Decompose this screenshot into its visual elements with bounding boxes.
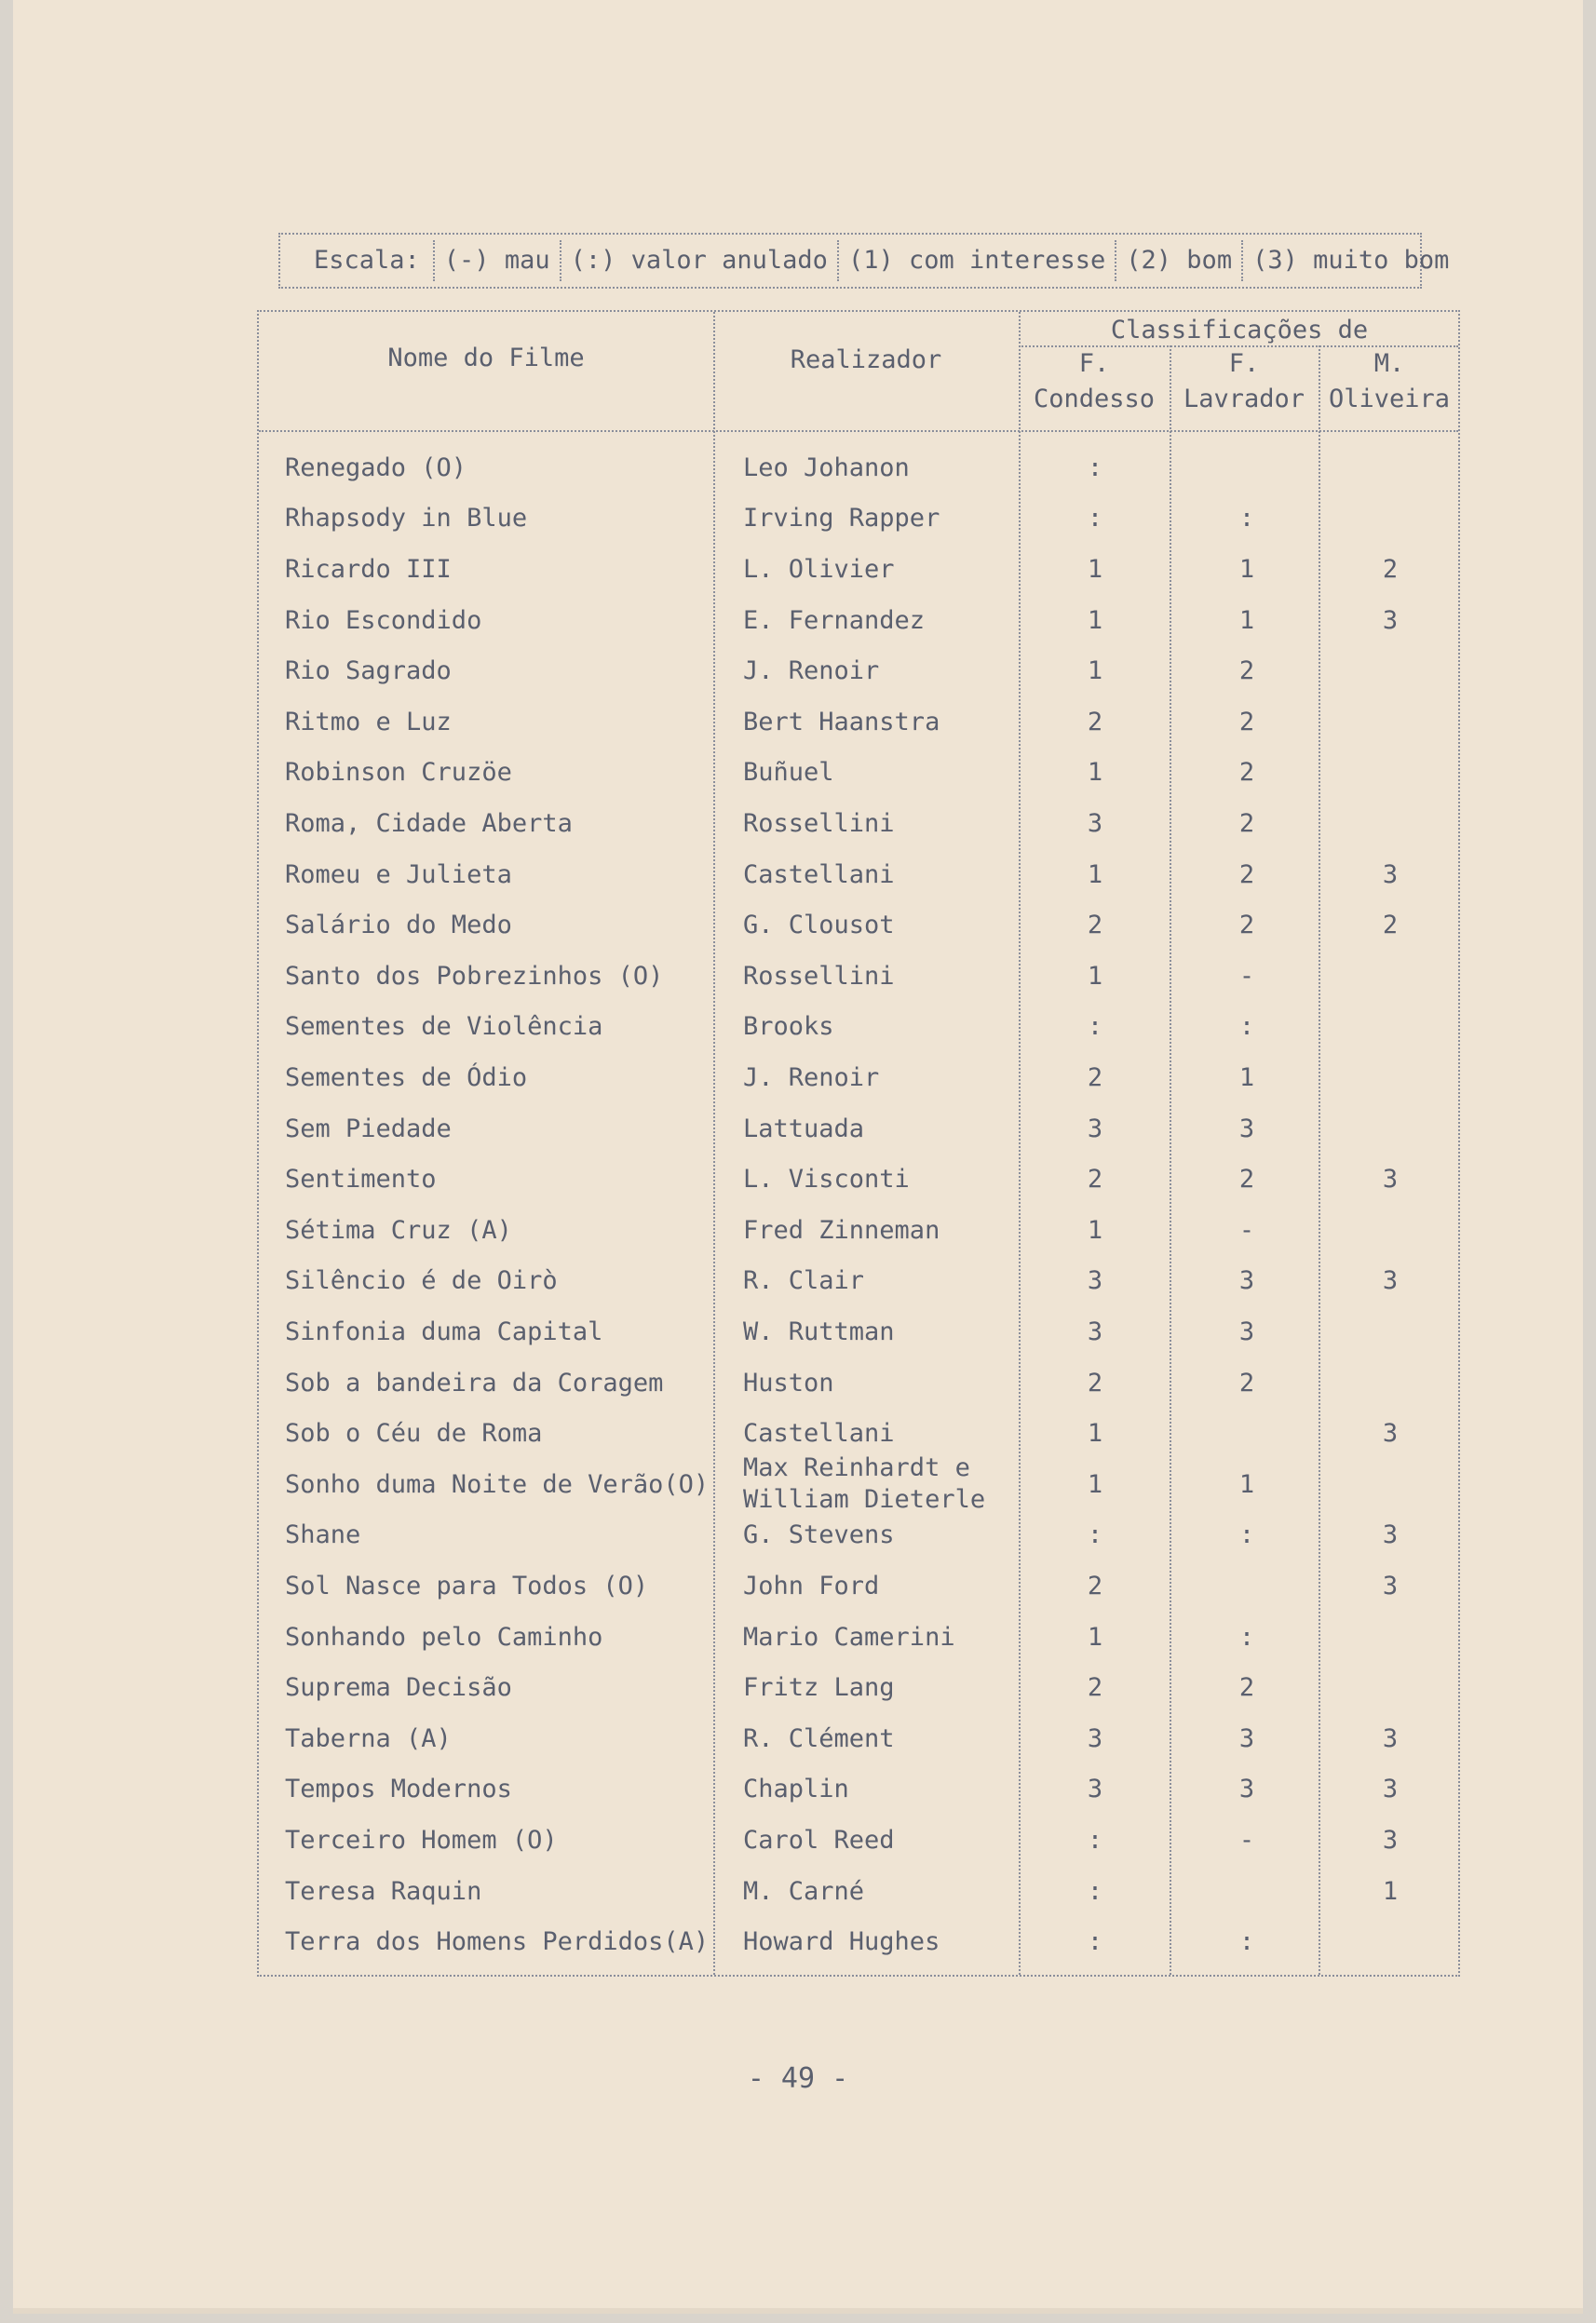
rating-lavrador: : xyxy=(1238,504,1255,533)
director-name: L. Visconti xyxy=(743,1165,910,1195)
rating-oliveira xyxy=(1320,951,1460,1002)
table-row xyxy=(259,849,1458,900)
header-rater-name: Condesso xyxy=(1033,385,1156,413)
director-name: Buñuel xyxy=(743,758,834,788)
director-name: Rossellini xyxy=(743,808,895,838)
director-name: Rossellini xyxy=(743,961,895,991)
table-row xyxy=(259,1764,1458,1816)
rating-lavrador: 2 xyxy=(1238,808,1255,838)
rating-oliveira xyxy=(1320,798,1460,849)
film-title: Taberna (A) xyxy=(285,1723,452,1753)
header-rater-initial: F. xyxy=(1078,349,1110,378)
rating-condesso: 2 xyxy=(1087,1368,1103,1398)
director-name: E. Fernandez xyxy=(743,605,926,635)
rating-oliveira: 3 xyxy=(1382,1520,1399,1550)
film-title: Terra dos Homens Perdidos(A) xyxy=(285,1927,710,1957)
rating-oliveira: 2 xyxy=(1382,911,1399,940)
table-row xyxy=(259,442,1458,493)
rating-oliveira: 2 xyxy=(1382,554,1399,584)
director-name: Lattuada xyxy=(743,1114,865,1143)
legend-item: (:) valor anulado xyxy=(561,240,839,281)
film-title: Sob o Céu de Roma xyxy=(285,1419,543,1449)
film-title: Renegado (O) xyxy=(285,452,467,482)
header-rater-initial: F. xyxy=(1228,349,1260,378)
document-page xyxy=(13,0,1583,2314)
film-title: Sentimento xyxy=(285,1165,437,1195)
rating-lavrador: 2 xyxy=(1238,1368,1255,1398)
table-row xyxy=(259,1357,1458,1409)
rating-lavrador: : xyxy=(1238,1927,1255,1957)
rating-oliveira: 3 xyxy=(1382,1723,1399,1753)
director-name: Brooks xyxy=(743,1012,834,1042)
rating-condesso: 1 xyxy=(1087,1215,1103,1245)
film-title: Sem Piedade xyxy=(285,1114,452,1143)
header-classifications: Classificações de xyxy=(1110,316,1369,344)
director-name: R. Clair xyxy=(743,1266,865,1296)
rating-lavrador xyxy=(1175,1560,1319,1612)
rating-condesso: 3 xyxy=(1087,808,1103,838)
rating-oliveira: 3 xyxy=(1382,1775,1399,1804)
director-name: Howard Hughes xyxy=(743,1927,940,1957)
rating-condesso: 3 xyxy=(1087,1775,1103,1804)
rating-condesso: 1 xyxy=(1087,656,1103,686)
film-title: Suprema Decisão xyxy=(285,1673,512,1703)
rating-oliveira xyxy=(1320,645,1460,696)
rating-condesso: 3 xyxy=(1087,1317,1103,1346)
rating-condesso: : xyxy=(1087,1927,1103,1957)
rating-lavrador: 2 xyxy=(1238,859,1255,889)
rating-condesso: 1 xyxy=(1087,859,1103,889)
table-row xyxy=(259,1256,1458,1307)
rating-lavrador xyxy=(1175,442,1319,493)
rating-condesso: : xyxy=(1087,1012,1103,1042)
rating-lavrador: : xyxy=(1238,1012,1255,1042)
rating-lavrador: 1 xyxy=(1238,1062,1255,1092)
rating-oliveira: 3 xyxy=(1382,859,1399,889)
rating-oliveira: 1 xyxy=(1382,1876,1399,1906)
rating-oliveira xyxy=(1320,442,1460,493)
rating-condesso: 1 xyxy=(1087,1469,1103,1499)
director-name: G. Clousot xyxy=(743,911,895,940)
rating-condesso: : xyxy=(1087,504,1103,533)
film-title: Roma, Cidade Aberta xyxy=(285,808,573,838)
rating-oliveira xyxy=(1320,696,1460,748)
film-title: Rio Sagrado xyxy=(285,656,452,686)
rating-lavrador: 2 xyxy=(1238,1673,1255,1703)
director-name: John Ford xyxy=(743,1571,880,1600)
rating-condesso: 1 xyxy=(1087,961,1103,991)
rating-lavrador: 3 xyxy=(1238,1266,1255,1296)
film-title: Santo dos Pobrezinhos (O) xyxy=(285,961,664,991)
table-row xyxy=(259,899,1458,951)
rating-oliveira xyxy=(1320,1916,1460,1967)
table-row xyxy=(259,696,1458,748)
rating-lavrador: 3 xyxy=(1238,1317,1255,1346)
director-name: Huston xyxy=(743,1368,834,1398)
table-row xyxy=(259,1916,1458,1967)
header-director: Realizador xyxy=(790,345,942,374)
rating-lavrador: 1 xyxy=(1238,554,1255,584)
director-name: W. Ruttman xyxy=(743,1317,895,1346)
table-row xyxy=(259,1052,1458,1103)
film-title: Shane xyxy=(285,1520,361,1550)
rating-lavrador: 3 xyxy=(1238,1775,1255,1804)
table-row xyxy=(259,595,1458,646)
director-name: M. Carné xyxy=(743,1876,865,1906)
film-title: Sétima Cruz (A) xyxy=(285,1215,512,1245)
rating-lavrador: 2 xyxy=(1238,656,1255,686)
rating-oliveira: 3 xyxy=(1382,605,1399,635)
director-name: Carol Reed xyxy=(743,1825,895,1855)
rating-oliveira xyxy=(1320,1662,1460,1713)
film-title: Ritmo e Luz xyxy=(285,707,452,736)
film-title: Sob a bandeira da Coragem xyxy=(285,1368,664,1398)
table-row xyxy=(259,1713,1458,1764)
group-header-divider xyxy=(1019,345,1458,347)
rating-condesso: 2 xyxy=(1087,1062,1103,1092)
director-name: Chaplin xyxy=(743,1775,849,1804)
rating-condesso: 1 xyxy=(1087,758,1103,788)
director-name: Max Reinhardt e William Dieterle xyxy=(743,1453,986,1515)
rating-oliveira: 3 xyxy=(1382,1825,1399,1855)
film-title: Robinson Cruzöe xyxy=(285,758,512,788)
director-name: Castellani xyxy=(743,859,895,889)
director-name: Fred Zinneman xyxy=(743,1215,940,1245)
film-title: Sementes de Violência xyxy=(285,1012,603,1042)
rating-oliveira xyxy=(1320,1103,1460,1155)
legend-item: (2) bom xyxy=(1116,240,1243,281)
director-name: J. Renoir xyxy=(743,656,880,686)
rating-oliveira: 3 xyxy=(1382,1165,1399,1195)
rating-lavrador: 3 xyxy=(1238,1723,1255,1753)
rating-lavrador: : xyxy=(1238,1622,1255,1652)
film-title: Teresa Raquin xyxy=(285,1876,482,1906)
table-row xyxy=(259,1560,1458,1612)
rating-lavrador: 1 xyxy=(1238,605,1255,635)
film-title: Rhapsody in Blue xyxy=(285,504,528,533)
director-name: Mario Camerini xyxy=(743,1622,955,1652)
film-title: Salário do Medo xyxy=(285,911,512,940)
film-title: Ricardo III xyxy=(285,554,452,584)
rating-lavrador: - xyxy=(1238,961,1255,991)
legend-item: (-) mau xyxy=(435,240,561,281)
table-row xyxy=(259,798,1458,849)
film-title: Rio Escondido xyxy=(285,605,482,635)
table-row xyxy=(259,544,1458,595)
rating-lavrador: 2 xyxy=(1238,758,1255,788)
rating-condesso: 2 xyxy=(1087,707,1103,736)
rating-lavrador: 2 xyxy=(1238,911,1255,940)
rating-lavrador: 2 xyxy=(1238,1165,1255,1195)
rating-condesso: 2 xyxy=(1087,1571,1103,1600)
table-row xyxy=(259,1154,1458,1205)
rating-condesso: 1 xyxy=(1087,1419,1103,1449)
rating-condesso: 1 xyxy=(1087,605,1103,635)
header-film: Nome do Filme xyxy=(387,344,585,372)
director-name: R. Clément xyxy=(743,1723,895,1753)
rating-oliveira xyxy=(1320,1357,1460,1409)
director-name: J. Renoir xyxy=(743,1062,880,1092)
rating-oliveira xyxy=(1320,1306,1460,1357)
film-title: Sol Nasce para Todos (O) xyxy=(285,1571,649,1600)
rating-condesso: 2 xyxy=(1087,1165,1103,1195)
page-number: - 49 - xyxy=(747,2062,849,2095)
film-title: Sonhando pelo Caminho xyxy=(285,1622,603,1652)
table-row xyxy=(259,1510,1458,1561)
rating-condesso: 1 xyxy=(1087,1622,1103,1652)
table-row xyxy=(259,1002,1458,1053)
rating-oliveira xyxy=(1320,1205,1460,1256)
rating-lavrador: 2 xyxy=(1238,707,1255,736)
director-name: Fritz Lang xyxy=(743,1673,895,1703)
rating-oliveira xyxy=(1320,1052,1460,1103)
table-row xyxy=(259,1662,1458,1713)
rating-lavrador: 1 xyxy=(1238,1469,1255,1499)
rating-oliveira xyxy=(1320,1459,1460,1510)
rating-oliveira xyxy=(1320,1612,1460,1663)
table-row xyxy=(259,1306,1458,1357)
rating-lavrador: - xyxy=(1238,1215,1255,1245)
table-row xyxy=(259,493,1458,545)
director-name: Bert Haanstra xyxy=(743,707,940,736)
table-row xyxy=(259,1453,1458,1515)
film-title: Silêncio é de Oirò xyxy=(285,1266,558,1296)
table-row xyxy=(259,1103,1458,1155)
rating-condesso: 3 xyxy=(1087,1723,1103,1753)
table-row xyxy=(259,1612,1458,1663)
rating-condesso: 3 xyxy=(1087,1114,1103,1143)
rating-lavrador xyxy=(1175,1866,1319,1917)
table-row xyxy=(259,1205,1458,1256)
rating-condesso: 2 xyxy=(1087,1673,1103,1703)
film-title: Sinfonia duma Capital xyxy=(285,1317,603,1346)
film-title: Romeu e Julieta xyxy=(285,859,512,889)
rating-oliveira xyxy=(1320,493,1460,545)
film-title: Terceiro Homem (O) xyxy=(285,1825,558,1855)
rating-oliveira: 3 xyxy=(1382,1266,1399,1296)
rating-lavrador: : xyxy=(1238,1520,1255,1550)
rating-condesso: : xyxy=(1087,452,1103,482)
header-rater-name: Lavrador xyxy=(1183,385,1305,413)
director-name: G. Stevens xyxy=(743,1520,895,1550)
table-row xyxy=(259,1815,1458,1866)
rating-lavrador: - xyxy=(1238,1825,1255,1855)
rating-condesso: : xyxy=(1087,1876,1103,1906)
header-divider xyxy=(259,430,1458,432)
table-row xyxy=(259,1408,1458,1459)
director-name: Leo Johanon xyxy=(743,452,910,482)
rating-condesso: : xyxy=(1087,1825,1103,1855)
rating-scale-legend xyxy=(278,233,1450,289)
table-row xyxy=(259,748,1458,799)
table-row xyxy=(259,1866,1458,1917)
director-name: Castellani xyxy=(743,1419,895,1449)
rating-condesso: 3 xyxy=(1087,1266,1103,1296)
film-title: Sementes de Ódio xyxy=(285,1062,528,1092)
rating-oliveira: 3 xyxy=(1382,1419,1399,1449)
film-title: Tempos Modernos xyxy=(285,1775,512,1804)
rating-condesso: 2 xyxy=(1087,911,1103,940)
film-ratings-table xyxy=(257,310,1460,1977)
legend-item: (3) muito bom xyxy=(1252,246,1450,275)
rating-condesso: 1 xyxy=(1087,554,1103,584)
film-title: Sonho duma Noite de Verão(O) xyxy=(285,1469,710,1499)
header-rater-initial: M. xyxy=(1373,349,1405,378)
rating-condesso: : xyxy=(1087,1520,1103,1550)
legend-item: (1) com interesse xyxy=(839,240,1116,281)
rating-lavrador: 3 xyxy=(1238,1114,1255,1143)
director-name: L. Olivier xyxy=(743,554,895,584)
rating-oliveira: 3 xyxy=(1382,1571,1399,1600)
table-row xyxy=(259,645,1458,696)
legend-label: Escala: xyxy=(280,240,435,281)
rating-oliveira xyxy=(1320,748,1460,799)
rating-oliveira xyxy=(1320,1002,1460,1053)
header-rater-name: Oliveira xyxy=(1328,385,1451,413)
director-name: Irving Rapper xyxy=(743,504,940,533)
rating-lavrador xyxy=(1175,1408,1319,1459)
table-row xyxy=(259,951,1458,1002)
